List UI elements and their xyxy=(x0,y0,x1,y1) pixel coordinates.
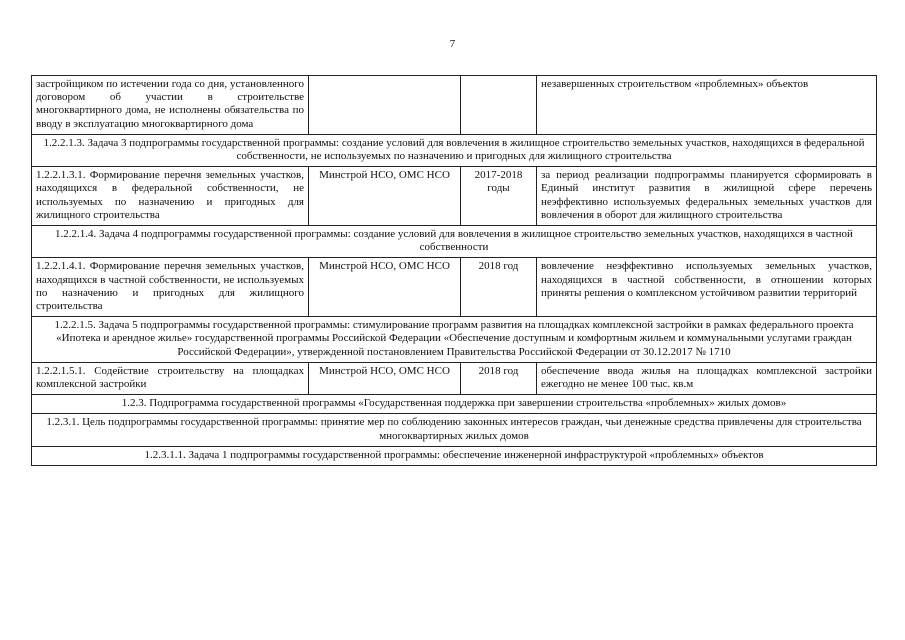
result-cell: вовлечение неэффективно используемых земельных участков, находящихся в частной собственности, в отношении которых приняты решения о комплексном устойчивом развитии территорий xyxy=(537,258,877,317)
table-row xyxy=(32,76,877,135)
measure-cell: 1.2.2.1.3.1. Формирование перечня земельных участков, находящихся в федеральной собственности, не используемых по назначению и пригодных для жилищного строительства xyxy=(32,167,309,226)
section-header: 1.2.3.1. Цель подпрограммы государственной программы: принятие мер по соблюдению законных интересов граждан, чьи денежные средства привлечены для строительства многоквартирных жилых домов xyxy=(32,414,877,446)
section-header: 1.2.2.1.4. Задача 4 подпрограммы государственной программы: создание условий для вовлечения в жилищное строительство земельных участков, находящихся в частной собственности xyxy=(32,226,877,258)
table-row xyxy=(32,362,877,394)
table-row xyxy=(32,395,877,414)
table-row xyxy=(32,134,877,166)
period-cell: 2018 год xyxy=(461,362,537,394)
measure-cell: застройщиком по истечении года со дня, установленного договором об участии в строительстве многоквартирного дома, не исполнены обязательства по вводу в эксплуатацию многоквартирного дома xyxy=(32,76,309,135)
measure-cell: 1.2.2.1.5.1. Содействие строительству на площадках комплексной застройки xyxy=(32,362,309,394)
result-cell: незавершенных строительством «проблемных» объектов xyxy=(537,76,877,135)
table-row xyxy=(32,414,877,446)
table-row xyxy=(32,446,877,465)
table-row xyxy=(32,226,877,258)
measures-table xyxy=(31,75,877,466)
period-cell: 2018 год xyxy=(461,258,537,317)
result-cell: за период реализации подпрограммы планируется сформировать в Единый институт развития в жилищной сфере перечень неэффективно используемых федеральных земельных участков для вовлечения в оборот для жилищного строительства xyxy=(537,167,877,226)
table-row xyxy=(32,167,877,226)
executor-cell: Минстрой НСО, ОМС НСО xyxy=(309,362,461,394)
table-row xyxy=(32,317,877,363)
section-header: 1.2.2.1.5. Задача 5 подпрограммы государственной программы: стимулирование программ развития на площадках комплексной застройки в рамках федерального проекта «Ипотека и арендное жилье» государственной программы Российской Федерации «Обеспечение доступным и комфортным жильем и коммунальными услугами граждан Российской Федерации», утвержденной постановлением Правительства Российской Федерации от 30.12.2017 № 1710 xyxy=(32,317,877,363)
period-cell xyxy=(461,76,537,135)
section-header: 1.2.2.1.3. Задача 3 подпрограммы государственной программы: создание условий для вовлечения в жилищное строительство земельных участков, находящихся в федеральной собственности, не используемых по назначению и пригодных для жилищного строительства xyxy=(32,134,877,166)
executor-cell: Минстрой НСО, ОМС НСО xyxy=(309,167,461,226)
period-cell: 2017-2018 годы xyxy=(461,167,537,226)
table-row xyxy=(32,258,877,317)
section-header: 1.2.3.1.1. Задача 1 подпрограммы государственной программы: обеспечение инженерной инфраструктурой «проблемных» объектов xyxy=(32,446,877,465)
result-cell: обеспечение ввода жилья на площадках комплексной застройки ежегодно не менее 100 тыс. кв.м xyxy=(537,362,877,394)
section-header: 1.2.3. Подпрограмма государственной программы «Государственная поддержка при завершении строительства «проблемных» жилых домов» xyxy=(32,395,877,414)
executor-cell xyxy=(309,76,461,135)
measure-cell: 1.2.2.1.4.1. Формирование перечня земельных участков, находящихся в частной собственности, не используемых по назначению и пригодных для жилищного строительства xyxy=(32,258,309,317)
page-number: 7 xyxy=(449,38,456,50)
executor-cell: Минстрой НСО, ОМС НСО xyxy=(309,258,461,317)
